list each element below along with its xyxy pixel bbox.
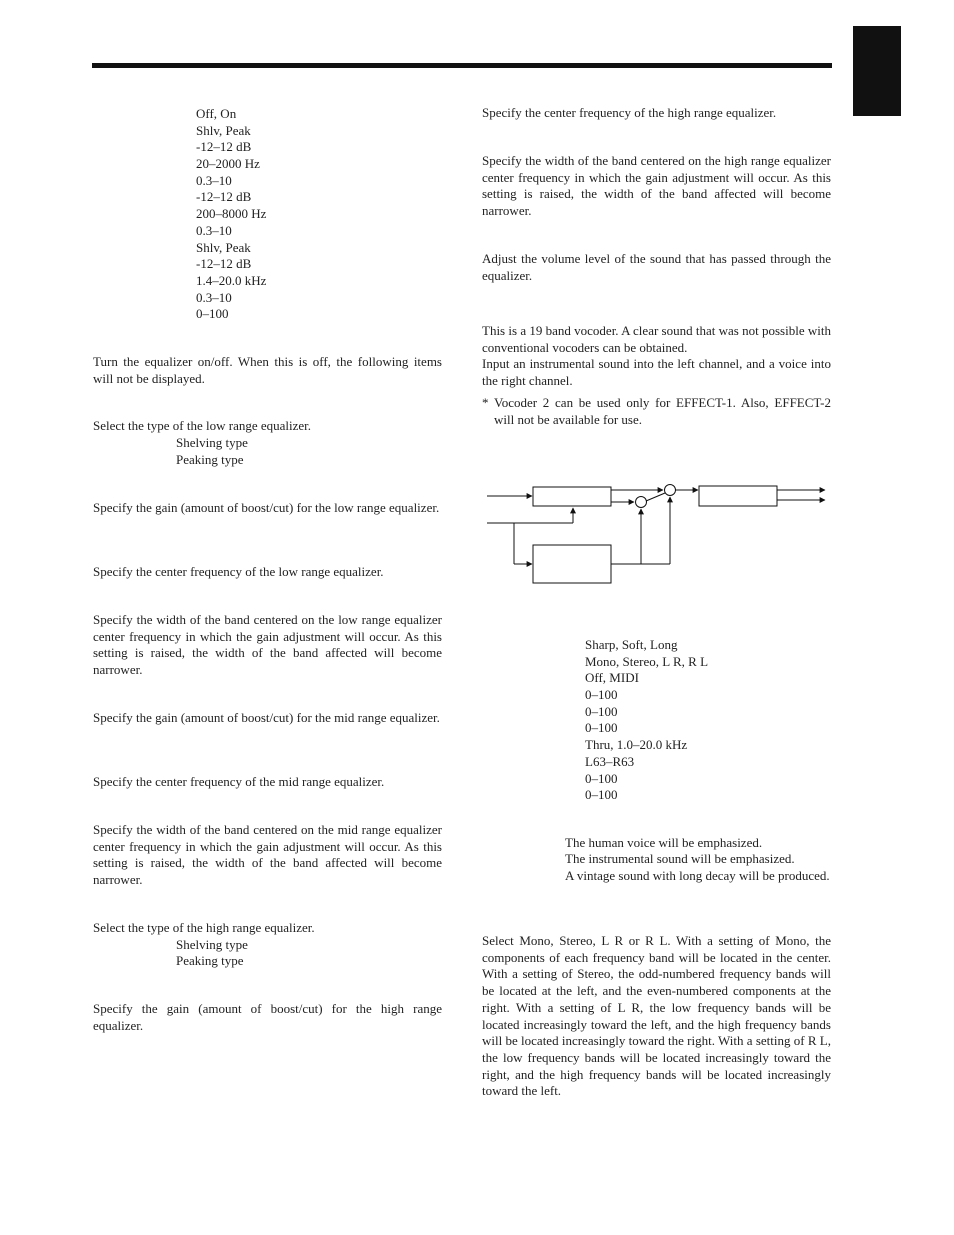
vocoder-value: Off, MIDI: [585, 670, 639, 686]
eq-on-desc: Turn the equalizer on/off. When this is off, the following items will not be displayed.: [93, 354, 442, 386]
vocoder-value: 0–100: [585, 770, 618, 786]
diagram-block: [533, 487, 611, 506]
eq-value: 0.3–10: [196, 222, 232, 238]
eq-value: -12–12 dB: [196, 189, 252, 205]
vocoder-value: Thru, 1.0–20.0 kHz: [585, 737, 688, 753]
eq-value: -12–12 dB: [196, 256, 252, 272]
high-gain-desc: Specify the gain (amount of boost/cut) for the high range equalizer.: [93, 1001, 442, 1033]
vocoder-note: [482, 395, 831, 428]
high-freq-desc: Specify the center frequency of the high range equalizer.: [482, 105, 777, 120]
diagram-block: [699, 486, 777, 506]
vocoder-value: 0–100: [585, 703, 618, 719]
level-desc: Adjust the volume level of the sound that has passed through the equalizer.: [482, 251, 831, 283]
header-rule: [92, 63, 832, 68]
eq-value: Shlv, Peak: [196, 122, 251, 138]
diagram-mixer: [665, 485, 676, 496]
eq-value-list: [196, 106, 266, 323]
low-q-desc: Specify the width of the band centered on the low range equalizer center frequency in which the gain adjustment will occur. As this setting is raised, the width of the band affected will become narrower.: [93, 612, 442, 678]
chapter-tab: [853, 26, 901, 116]
vocoder-value-list: [585, 637, 708, 804]
high-type-option: Peaking type: [176, 953, 244, 968]
eq-value: 0.3–10: [196, 289, 232, 305]
eq-value: Shlv, Peak: [196, 239, 251, 255]
type-def: The human voice will be emphasized.: [565, 835, 763, 850]
diagram-block: [533, 545, 611, 583]
vocoder-intro: [482, 323, 831, 390]
mid-q-desc: Specify the width of the band centered on the mid range equalizer center frequency in which the gain adjustment will occur. As this setting is raised, the width of the band affected will become narrower.: [93, 822, 442, 888]
mid-freq-desc: Specify the center frequency of the mid range equalizer.: [93, 774, 385, 789]
eq-value: -12–12 dB: [196, 139, 252, 155]
vocoder-intro-2: Input an instrumental sound into the left channel, and a voice into the right channel.: [482, 356, 831, 389]
type-def: The instrumental sound will be emphasized.: [565, 851, 795, 866]
eq-value: 200–8000 Hz: [196, 206, 267, 222]
low-type-option: Peaking type: [176, 452, 244, 467]
high-type-option: Shelving type: [176, 937, 248, 952]
diagram-mixer: [636, 497, 647, 508]
type-def: A vintage sound with long decay will be produced.: [565, 868, 830, 883]
vocoder-value: 0–100: [585, 787, 618, 803]
vocoder-value: Sharp, Soft, Long: [585, 637, 678, 652]
mid-gain-desc: Specify the gain (amount of boost/cut) for the mid range equalizer.: [93, 710, 440, 725]
eq-value: 0–100: [196, 306, 229, 322]
eq-value: Off, On: [196, 106, 237, 121]
low-freq-desc: Specify the center frequency of the low range equalizer.: [93, 564, 384, 579]
low-gain-desc: Specify the gain (amount of boost/cut) for the low range equalizer.: [93, 500, 440, 515]
high-type-desc: Select the type of the high range equalizer.: [93, 920, 315, 935]
high-q-desc: Specify the width of the band centered on the high range equalizer center frequency in which the gain adjustment will occur. As this setting is raised, the width of the band affected will become narrower.: [482, 153, 831, 219]
vocoder-value: 0–100: [585, 720, 618, 736]
note-text: Vocoder 2 can be used only for EFFECT-1. Also, EFFECT-2 will not be available for use.: [494, 395, 831, 427]
vocoder-intro-1: This is a 19 band vocoder. A clear sound that was not possible with conventional vocoders can be obtained.: [482, 323, 831, 355]
low-type-option: Shelving type: [176, 435, 248, 450]
low-type-desc: Select the type of the low range equalizer.: [93, 418, 312, 433]
vocoder-value: Mono, Stereo, L R, R L: [585, 653, 709, 669]
eq-value: 0.3–10: [196, 172, 232, 188]
eq-value: 1.4–20.0 kHz: [196, 272, 267, 288]
vocoder-value: L63–R63: [585, 753, 635, 769]
panning-desc: Select Mono, Stereo, L R or R L. With a setting of Mono, the components of each frequency band will be located in the center. With a setting of Stereo, the odd-numbered frequency bands will be located at the left, and the even-numbered components at the right. With a setting of L R, the low frequency bands will be located increasingly toward the left, and the high frequency bands will be located increasingly toward the right. With a setting of R L, the low frequency bands will be located increasingly toward the right, and the high frequency bands will be located increasingly toward the left.: [482, 933, 831, 1099]
note-asterisk: *: [482, 395, 489, 410]
vocoder-block-diagram: [480, 475, 840, 590]
vocoder-value: 0–100: [585, 687, 618, 703]
eq-value: 20–2000 Hz: [196, 156, 260, 172]
